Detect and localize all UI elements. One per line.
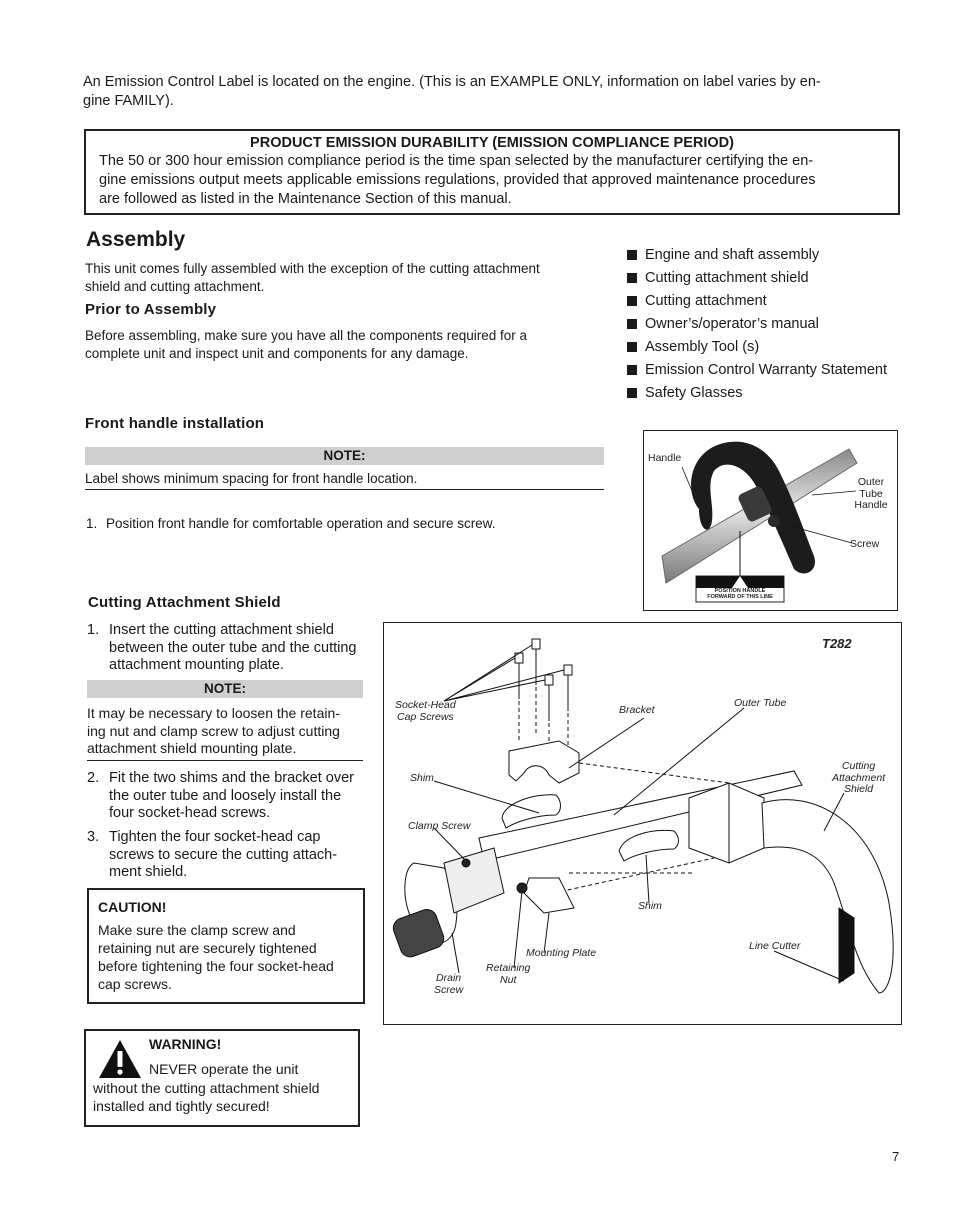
caution-line: retaining nut are securely tightened	[98, 940, 317, 956]
handle-figure	[643, 430, 898, 611]
assembly-text	[85, 260, 605, 296]
shield-step-2: 2. Fit the two shims and the bracket over the outer tube and loosely install the four socket-head screws.	[87, 770, 354, 821]
warning-box	[84, 1029, 360, 1127]
bullet-square-icon	[627, 388, 637, 398]
warning-triangle-icon	[98, 1039, 142, 1079]
clamp-screw-label: Clamp Screw	[408, 820, 471, 832]
screw-label: Screw	[850, 538, 880, 550]
intro-line: An Emission Control Label is located on the engine. (This is an EXAMPLE ONLY, information on label varies by en-	[83, 74, 821, 90]
diagram-code: T282	[822, 636, 852, 651]
front-handle-step	[86, 515, 495, 533]
warning-line: without the cutting attachment shield	[93, 1080, 320, 1096]
list-item: Owner’s/operator’s manual	[627, 312, 927, 335]
bullet-square-icon	[627, 342, 637, 352]
assembly-line: shield and cutting attachment.	[85, 279, 265, 294]
socket-head-label: Socket-Head Cap Screws	[395, 699, 456, 723]
step-text: Position front handle for comfortable operation and secure screw.	[106, 516, 496, 531]
durability-title: PRODUCT EMISSION DURABILITY (EMISSION COMPLIANCE PERIOD)	[250, 135, 734, 151]
outer-tube-handle-label: Outer Tube Handle	[854, 476, 888, 511]
shim-label: Shim	[410, 772, 434, 784]
list-item: Safety Glasses	[627, 381, 927, 404]
mounting-plate-label: Mounting Plate	[526, 947, 597, 959]
bullet-square-icon	[627, 296, 637, 306]
note-bar: NOTE:	[85, 447, 604, 465]
line-cutter-label: Line Cutter	[749, 940, 801, 952]
shield-heading: Cutting Attachment Shield	[88, 594, 281, 611]
intro-paragraph	[83, 73, 893, 111]
assembly-heading: Assembly	[86, 228, 186, 251]
durability-line: The 50 or 300 hour emission compliance period is the time span selected by the manufacturer certifying the en-	[99, 153, 814, 169]
list-item: Cutting attachment	[627, 289, 927, 312]
shield-assembly-diagram	[383, 622, 902, 1025]
front-handle-note-text: Label shows minimum spacing for front handle location.	[85, 470, 604, 490]
prior-heading: Prior to Assembly	[85, 301, 217, 318]
warning-line: NEVER operate the unit	[149, 1061, 299, 1077]
caution-title: CAUTION!	[98, 899, 167, 915]
caution-line: before tightening the four socket-head	[98, 958, 334, 974]
drain-screw-label: Drain Screw	[434, 972, 464, 996]
cutting-shield-label: Cutting Attachment Shield	[832, 760, 886, 795]
retaining-nut-label: Retaining Nut	[486, 962, 531, 986]
shield-step-3: 3. Tighten the four socket-head cap screws to secure the cutting attach- ment shield.	[87, 829, 338, 880]
caution-box	[87, 888, 365, 1004]
step-number: 1.	[86, 516, 98, 531]
warning-line: installed and tightly secured!	[93, 1098, 270, 1114]
list-item: Engine and shaft assembly	[627, 243, 927, 266]
page-number: 7	[892, 1149, 900, 1164]
handle-illustration	[644, 431, 897, 610]
list-item: Emission Control Warranty Statement	[627, 358, 927, 381]
bullet-square-icon	[627, 365, 637, 375]
prior-line: Before assembling, make sure you have all the components required for a	[85, 328, 527, 343]
prior-text	[85, 327, 605, 363]
caution-line: cap screws.	[98, 976, 172, 992]
prior-line: complete unit and inspect unit and components for any damage.	[85, 346, 469, 361]
list-item: Cutting attachment shield	[627, 266, 927, 289]
bullet-square-icon	[627, 250, 637, 260]
components-list	[627, 243, 927, 404]
durability-line: are followed as listed in the Maintenance Section of this manual.	[99, 191, 512, 207]
note-bar: NOTE:	[87, 680, 363, 698]
shield-note-text: It may be necessary to loosen the retain- ing nut and clamp screw to adjust cutting attachment shield mounting plate.	[87, 705, 363, 761]
bullet-square-icon	[627, 273, 637, 283]
shim-label: Shim	[638, 900, 662, 912]
durability-line: gine emissions output meets applicable emissions regulations, provided that approved maintenance procedures	[99, 172, 816, 188]
outer-tube-label: Outer Tube	[734, 697, 787, 709]
assembly-line: This unit comes fully assembled with the exception of the cutting attachment	[85, 261, 540, 276]
intro-line: gine FAMILY).	[83, 93, 174, 109]
front-handle-heading: Front handle installation	[85, 415, 265, 432]
shield-step-1: 1. Insert the cutting attachment shield between the outer tube and the cutting attachment mounting plate.	[87, 622, 357, 673]
warning-title: WARNING!	[149, 1036, 222, 1052]
bracket-label: Bracket	[619, 704, 655, 716]
handle-label: Handle	[648, 452, 682, 464]
emission-durability-box	[84, 129, 900, 215]
bullet-square-icon	[627, 319, 637, 329]
list-item: Assembly Tool (s)	[627, 335, 927, 358]
position-handle-decal: POSITION HANDLE FORWARD OF THIS LINE	[707, 588, 773, 600]
caution-line: Make sure the clamp screw and	[98, 922, 296, 938]
